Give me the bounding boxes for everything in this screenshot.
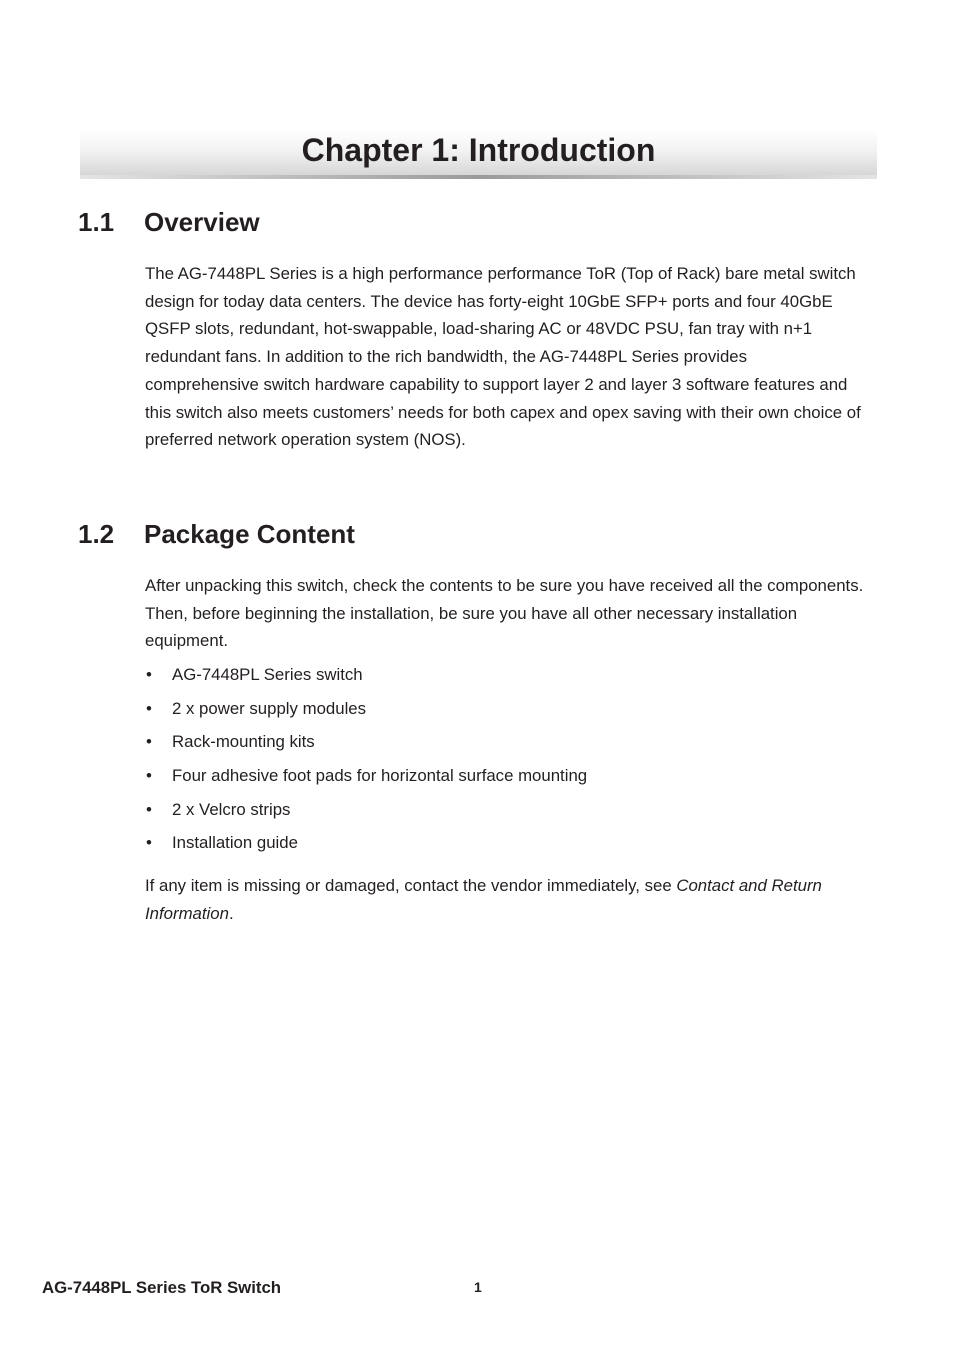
section-title: Package Content	[144, 519, 355, 549]
section-title: Overview	[144, 207, 260, 237]
chapter-title: Chapter 1: Introduction	[301, 132, 656, 168]
list-item-text: AG-7448PL Series switch	[172, 665, 363, 684]
section-heading-overview	[78, 207, 260, 237]
section-number: 1.2	[78, 519, 115, 549]
overview-paragraph: The AG-7448PL Series is a high performance performance ToR (Top of Rack) bare metal switch design for today data centers. The device has forty-eight 10GbE SFP+ ports and four 40GbE QSFP slots, redundant, hot-swappable, load-sharing AC or 48VDC PSU, fan tray with n+1 redundant fans. In addition to the rich bandwidth, the AG-7448PL Series provides comprehensive switch hardware capability to support layer 2 and layer 3 software features and this switch also meets customers’ needs for both capex and opex saving with their own choice of preferred network operation system (NOS).	[145, 264, 861, 450]
footer-page-number: 1	[474, 1279, 482, 1295]
bullet-icon: •	[146, 833, 152, 853]
footer-product-name: AG-7448PL Series ToR Switch	[42, 1278, 282, 1297]
closing-end: .	[228, 903, 234, 923]
list-item-text: Four adhesive foot pads for horizontal surface mounting	[172, 766, 588, 786]
package-intro-paragraph: After unpacking this switch, check the contents to be sure you have received all the components. Then, before beginning the installation, be sure you have all other necessary installation equipment.	[145, 576, 864, 651]
chapter-header-band	[80, 130, 877, 179]
list-item-text: Rack-mounting kits	[172, 732, 315, 752]
list-item	[145, 829, 587, 863]
list-item-text: Installation guide	[172, 833, 298, 853]
list-item-text: 2 x power supply modules	[172, 698, 367, 718]
section-heading-package-content	[78, 519, 355, 549]
list-item-text: 2 x Velcro strips	[172, 799, 291, 819]
list-item	[145, 661, 587, 695]
section-number: 1.1	[78, 207, 115, 237]
bullet-icon: •	[146, 665, 152, 684]
package-content-list	[145, 661, 587, 863]
list-item	[145, 796, 587, 830]
chapter-underline	[80, 175, 877, 179]
bullet-icon: •	[146, 766, 152, 786]
list-item	[145, 728, 587, 762]
list-item	[145, 762, 587, 796]
contact-return-reference: Contact and Return Information	[145, 876, 822, 923]
bullet-icon: •	[146, 698, 152, 718]
closing-text: If any item is missing or damaged, contact the vendor immediately, see	[145, 876, 677, 895]
package-closing-paragraph	[145, 872, 865, 927]
list-item	[145, 695, 587, 729]
bullet-icon: •	[146, 732, 152, 752]
bullet-icon: •	[146, 799, 152, 819]
